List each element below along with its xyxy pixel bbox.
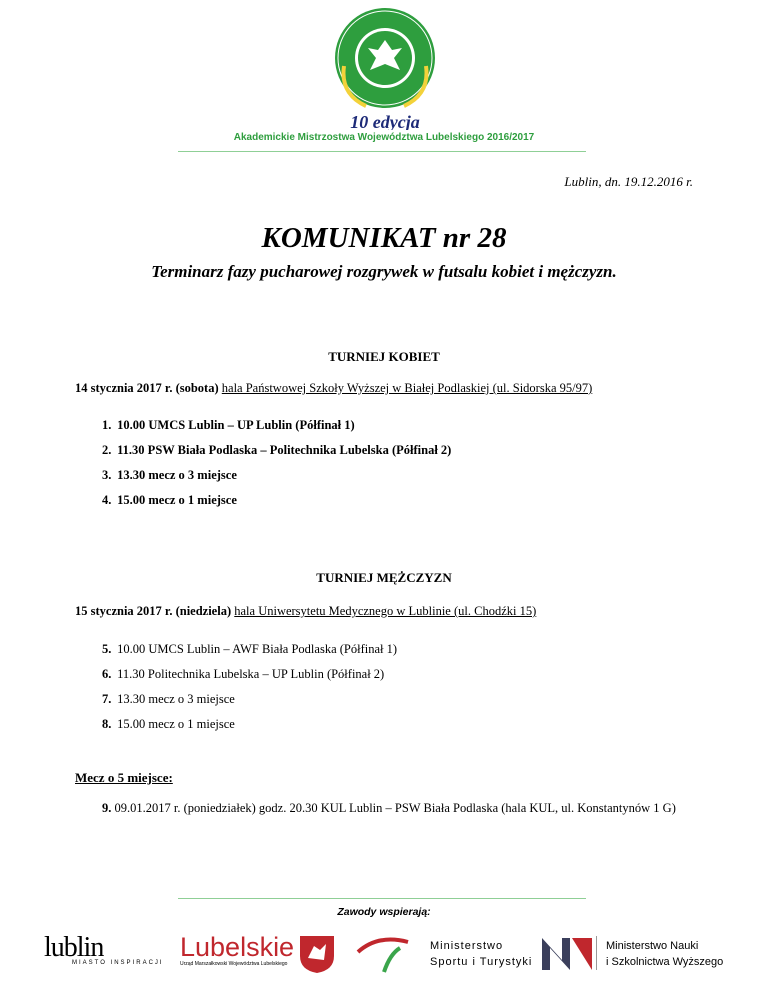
list-item: 5. 10.00 UMCS Lublin – AWF Biała Podlaska (Półfinał 1): [102, 642, 398, 656]
men-date: 15 stycznia 2017 r. (niedziela): [75, 604, 232, 618]
men-heading: TURNIEJ MĘŻCZYZN: [316, 570, 452, 585]
sponsor-logos: [0, 928, 768, 982]
list-item: 4. 15.00 mecz o 1 miejsce: [102, 493, 237, 507]
women-venue-line: [75, 381, 592, 396]
msit-symbol-icon: [354, 930, 414, 981]
date-line: Lublin, dn. 19.12.2016 r.: [564, 174, 693, 189]
header-divider: [178, 151, 586, 152]
list-item: 8. 15.00 mecz o 1 miejsce: [102, 717, 235, 731]
footer-divider: [178, 898, 586, 899]
lubelskie-logo: Lubelskie Urząd Marszałkowski Województwa Lubelskiego: [180, 932, 295, 967]
msit-logo: Ministerstwo Sportu i Turystyki: [430, 940, 533, 968]
svg-text:10 edycja: 10 edycja: [350, 112, 420, 130]
men-venue: hala Uniwersytetu Medycznego w Lublinie (ul. Chodźki 15): [234, 604, 537, 618]
header-title: Akademickie Mistrzostwa Województwa Lubelskiego 2016/2017: [233, 132, 535, 143]
list-item: 6. 11.30 Politechnika Lubelska – UP Lublin (Półfinał 2): [102, 667, 385, 681]
mnisw-logo: Ministerstwo Nauki i Szkolnictwa Wyższego: [606, 940, 724, 968]
women-heading: TURNIEJ KOBIET: [328, 349, 440, 364]
women-date: 14 stycznia 2017 r. (sobota): [75, 381, 219, 395]
list-item: 2. 11.30 PSW Biała Podlaska – Politechnika Lubelska (Półfinał 2): [102, 443, 452, 457]
women-schedule: [102, 417, 451, 517]
lubelskie-crest-icon: [298, 934, 336, 979]
fifth-place-heading: Mecz o 5 miejsce:: [75, 770, 173, 785]
mnisw-symbol-icon: [542, 938, 592, 975]
championship-logo: [326, 6, 444, 130]
list-item: 7. 13.30 mecz o 3 miejsce: [102, 692, 235, 706]
sponsors-heading: Zawody wspierają:: [337, 906, 431, 918]
men-schedule: [102, 641, 397, 741]
page-subtitle: Terminarz fazy pucharowej rozgrywek w futsalu kobiet i mężczyzn.: [151, 262, 617, 281]
page-title: KOMUNIKAT nr 28: [261, 222, 507, 254]
fifth-place-item: 9. 09.01.2017 r. (poniedziałek) godz. 20.30 KUL Lublin – PSW Biała Podlaska (hala KUL, ul. Konstantynów 1 G): [102, 801, 676, 815]
list-item: 1. 10.00 UMCS Lublin – UP Lublin (Półfinał 1): [102, 418, 355, 432]
lublin-logo: lublin MIASTO INSPIRACJI: [44, 932, 164, 966]
men-venue-line: [75, 604, 536, 619]
mnisw-divider: [596, 936, 597, 970]
women-venue: hala Państwowej Szkoły Wyższej w Białej Podlaskiej (ul. Sidorska 95/97): [221, 381, 593, 395]
list-item: 3. 13.30 mecz o 3 miejsce: [102, 468, 237, 482]
